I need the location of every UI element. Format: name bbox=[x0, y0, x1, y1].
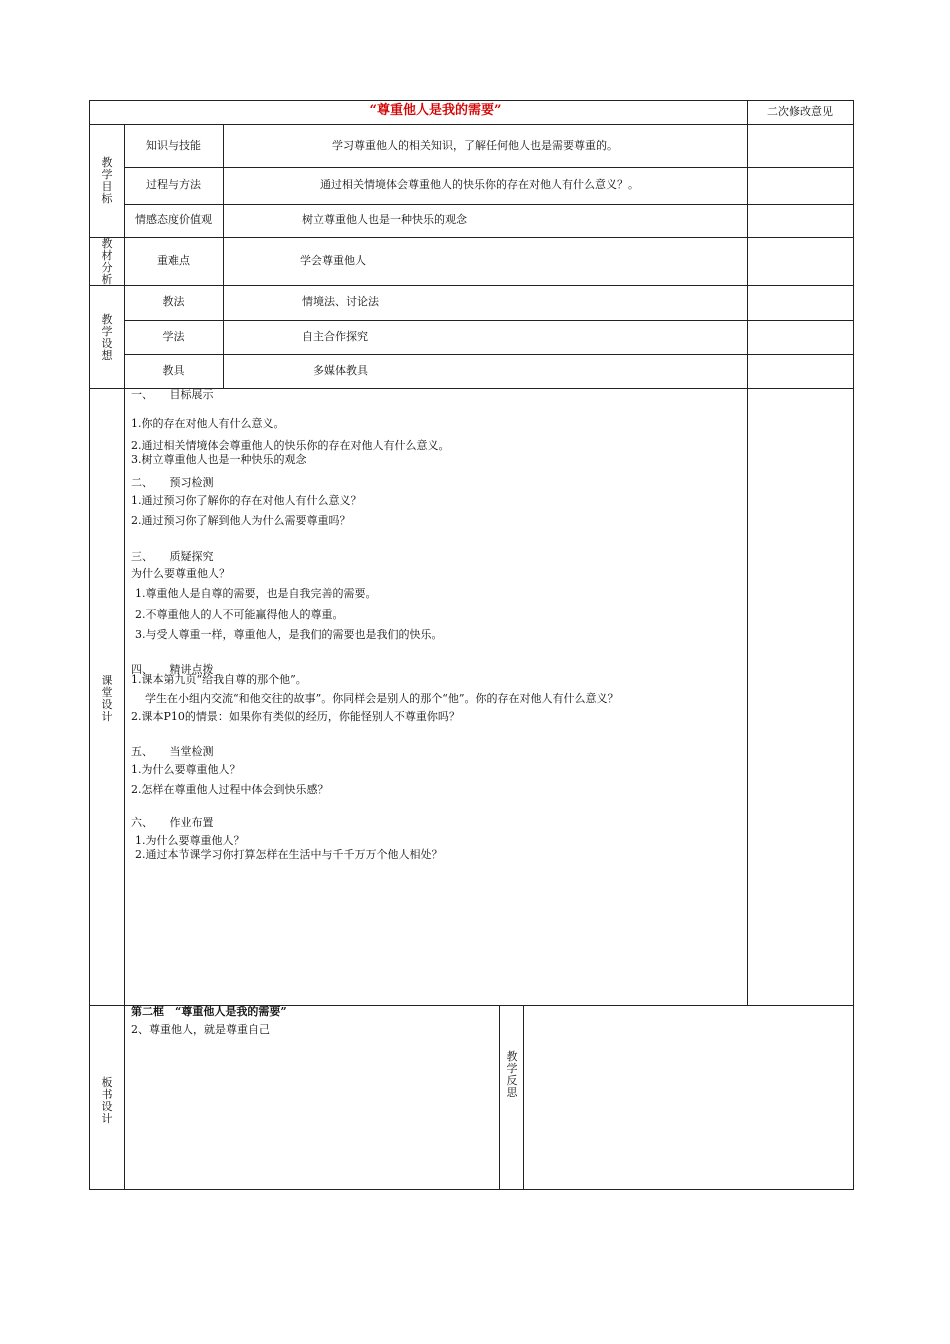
concept-side-label: 教学设想 bbox=[101, 313, 113, 362]
board-title: 第二框 “尊重他人是我的需要” bbox=[131, 1005, 287, 1018]
page-title: “尊重他人是我的需要” bbox=[369, 103, 502, 118]
lesson-line: 2.通过预习你了解到他人为什么需要尊重吗？ bbox=[131, 514, 351, 527]
board-content: 2、尊重他人，就是尊重自己 bbox=[131, 1023, 270, 1036]
section-heading: 六、 作业布置 bbox=[131, 816, 214, 829]
lesson-line: 1.课本第九页“给我自尊的那个他”。 bbox=[131, 673, 307, 686]
concept-content-teaching: 情境法、讨论法 bbox=[302, 295, 379, 308]
analysis-side-label: 教材分析 bbox=[101, 237, 113, 286]
revision-header: 二次修改意见 bbox=[767, 105, 833, 118]
objective-label-emotion: 情感态度价值观 bbox=[135, 213, 212, 226]
analysis-label: 重难点 bbox=[157, 254, 190, 267]
lesson-line: 2.通过本节课学习你打算怎样在生活中与千千万万个他人相处？ bbox=[135, 848, 443, 861]
lesson-side-label: 课堂设计 bbox=[101, 674, 113, 723]
concept-content-tools: 多媒体教具 bbox=[313, 364, 368, 377]
board-side-label: 板书设计 bbox=[101, 1076, 113, 1125]
lesson-line: 2.通过相关情境体会尊重他人的快乐你的存在对他人有什么意义。 bbox=[131, 439, 450, 452]
reflection-side-label: 教学反思 bbox=[506, 1050, 518, 1099]
objective-content-process: 通过相关情境体会尊重他人的快乐你的存在对他人有什么意义？。 bbox=[320, 178, 639, 191]
lesson-line: 1.为什么要尊重他人？ bbox=[131, 763, 241, 776]
lesson-line: 为什么要尊重他人？ bbox=[131, 567, 230, 580]
concept-label-teaching: 教法 bbox=[162, 295, 185, 308]
section-heading: 五、 当堂检测 bbox=[131, 745, 214, 758]
lesson-line: 1.通过预习你了解你的存在对他人有什么意义？ bbox=[131, 494, 362, 507]
lesson-line: 3.树立尊重他人也是一种快乐的观念 bbox=[131, 453, 307, 466]
analysis-content: 学会尊重他人 bbox=[300, 254, 366, 267]
objective-label-process: 过程与方法 bbox=[146, 178, 201, 191]
objective-content-knowledge: 学习尊重他人的相关知识，了解任何他人也是需要尊重的。 bbox=[332, 139, 618, 152]
section-heading: 一、 目标展示 bbox=[131, 388, 214, 401]
concept-label-tools: 教具 bbox=[162, 364, 185, 377]
lesson-line: 1.为什么要尊重他人？ bbox=[135, 834, 245, 847]
section-heading: 三、 质疑探究 bbox=[131, 550, 214, 563]
objective-content-emotion: 树立尊重他人也是一种快乐的观念 bbox=[302, 213, 467, 226]
lesson-line: 学生在小组内交流“和他交往的故事”。你同样会是别人的那个“他”。你的存在对他人有什么意义？ bbox=[145, 692, 619, 705]
objective-label-knowledge: 知识与技能 bbox=[146, 139, 201, 152]
lesson-line: 1.尊重他人是自尊的需要，也是自我完善的需要。 bbox=[135, 587, 377, 600]
lesson-line: 2.怎样在尊重他人过程中体会到快乐感？ bbox=[131, 783, 329, 796]
lesson-line: 1.你的存在对他人有什么意义。 bbox=[131, 417, 285, 430]
objectives-side-label: 教学目标 bbox=[101, 156, 113, 205]
lesson-line: 2.课本P10的情景：如果你有类似的经历，你能怪别人不尊重你吗？ bbox=[131, 710, 460, 723]
concept-content-learning: 自主合作探究 bbox=[302, 330, 368, 343]
section-heading: 二、 预习检测 bbox=[131, 476, 214, 489]
lesson-line: 2.不尊重他人的人不可能赢得他人的尊重。 bbox=[135, 608, 344, 621]
concept-label-learning: 学法 bbox=[162, 330, 185, 343]
section-heading: 四、 精讲点拨 bbox=[131, 663, 214, 676]
lesson-line: 3.与受人尊重一样，尊重他人，是我们的需要也是我们的快乐。 bbox=[135, 628, 443, 641]
